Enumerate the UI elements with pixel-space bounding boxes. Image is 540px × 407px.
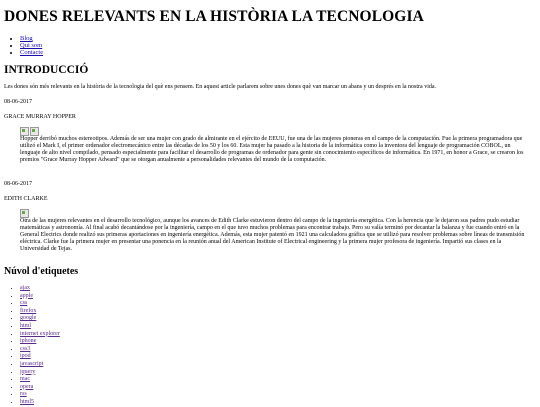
tag-link[interactable]: rss	[20, 391, 27, 398]
nav-link-contacte[interactable]: Contacte	[20, 49, 44, 56]
nav-link-blog[interactable]: Blog	[20, 35, 33, 42]
tag-link[interactable]: opera	[20, 383, 34, 390]
tag-item	[20, 353, 60, 361]
tag-cloud-heading: Núvol d'etiquetes	[4, 266, 79, 277]
article-images	[20, 209, 530, 218]
tag-cloud	[4, 285, 60, 407]
article-body-clarke	[20, 209, 530, 253]
tag-item	[20, 293, 60, 301]
tag-item	[20, 300, 60, 308]
main-nav	[4, 35, 43, 56]
article-body-hopper	[20, 127, 530, 164]
broken-image-icon	[30, 127, 39, 136]
broken-image-icon	[20, 127, 29, 136]
intro-heading: INTRODUCCIÓ	[4, 64, 89, 76]
broken-image-icon	[20, 209, 29, 218]
tag-item	[20, 399, 60, 407]
article-date: 08-06-2017	[4, 99, 32, 105]
tag-link[interactable]: ipod	[20, 353, 31, 360]
nav-item-blog	[20, 35, 43, 42]
tag-link[interactable]: internet explorer	[20, 330, 60, 337]
article-author: EDITH CLARKE	[4, 196, 48, 202]
nav-link-qui-som[interactable]: Qui som	[20, 42, 43, 49]
tag-link[interactable]: firefox	[20, 307, 37, 314]
tag-item	[20, 315, 60, 323]
tag-item	[20, 308, 60, 316]
tag-item	[20, 376, 60, 384]
tag-item	[20, 369, 60, 377]
tag-link[interactable]: javascript	[20, 360, 44, 367]
tag-item	[20, 338, 60, 346]
article-images	[20, 127, 530, 136]
article-date: 08-06-2017	[4, 181, 32, 187]
intro-text: Les dones són més relevants en la història de la tecnologia del què ens pensem. En aquest article parlarem sobre unes dones què van marcar un abans y un després en la nostra vida.	[4, 84, 437, 90]
tag-link[interactable]: html5	[20, 398, 35, 405]
article-author: GRACE MURRAY HOPPER	[4, 114, 76, 120]
tag-link[interactable]: google	[20, 315, 37, 322]
article-text: Hopper derribó muchos estereotipos. Además de ser una mujer con grado de almirante en el ejército de EEUU, fue una de las mujeres pioneras en el campo de la computación. Fue la primera programadora que utilizó el Mark I, el primer ordenador electromecánico entre las décadas de los 50 y los 60. Esta mujer ha pasado a la historia de la informática como la inventora del lenguaje de programación COBOL, un lenguaje de alto nivel compilado, pensado especialmente para facilitar el desarrollo de programas de ordenador para gente sin conocimiento específicos de informática. En 1971, en honor a Grace, se crearon los premios "Grace Murray Hopper Adward" que se otorgan anualmente a personalidades relevantes del mundo de la computación.	[20, 136, 524, 163]
tag-link[interactable]: ajax	[20, 285, 30, 291]
tag-item	[20, 285, 60, 293]
tag-link[interactable]: css	[20, 300, 28, 307]
tag-item	[20, 384, 60, 392]
article-text: Otra de las mujeres relevantes en el desarrollo tecnológico, aunque los avances de Edith Clarke estuvieron dentro del campo de la ingeniería energética. Con la herencia que le dejaron sus padres pudo estudiar matemáticas y astronomía. Al final acabó decantándose por la ingeniería, campo en el que tuvo muchos problemas para encontrar trabajo. Pero su valía terminó por decantar la balanza y fue cuando entró en la General Electrics donde realizó sus primeras aportaciones en ingeniería energética. Además, esta mujer patentó en 1921 una calculadora gráfica que se utilizó para resolver problemas sobre líneas de transmisión eléctrica. Clarke fue la primera mujer en presentar una ponencia en la reunión anual del American Institute of Electrical engineering y la primera mujer profesora de ingeniería. Impartió sus clases en la Universidad de Tejas.	[20, 218, 525, 252]
tag-link[interactable]: css3	[20, 345, 31, 352]
nav-item-contacte	[20, 49, 43, 56]
tag-item	[20, 361, 60, 369]
tag-link[interactable]: apple	[20, 292, 33, 299]
tag-link[interactable]: html	[20, 322, 32, 329]
tag-item	[20, 323, 60, 331]
tag-link[interactable]: jquery	[20, 368, 36, 375]
tag-link[interactable]: iphone	[20, 338, 37, 345]
tag-item	[20, 331, 60, 339]
tag-item	[20, 391, 60, 399]
tag-link[interactable]: mac	[20, 376, 30, 383]
tag-item	[20, 346, 60, 354]
nav-item-qui-som	[20, 42, 43, 49]
site-title: DONES RELEVANTS EN LA HISTÒRIA LA TECNOLOGIA	[4, 8, 424, 25]
